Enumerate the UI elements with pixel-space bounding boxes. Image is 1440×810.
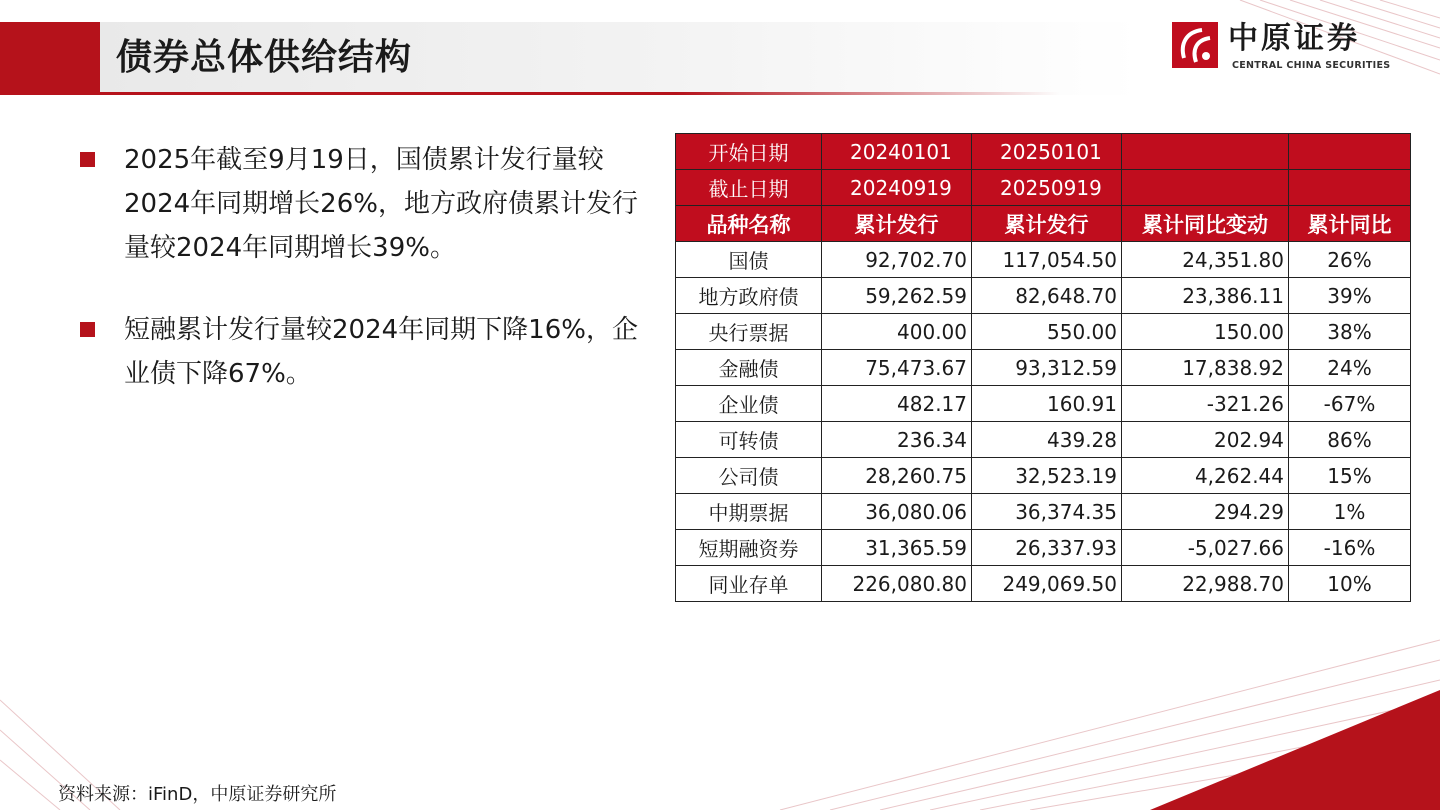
table-row: [676, 242, 1411, 278]
yoy-change: 17,838.92: [1122, 350, 1289, 386]
cumulative-issuance-2024: 226,080.80: [822, 566, 972, 602]
bond-type: 公司债: [676, 458, 822, 494]
cumulative-issuance-2024: 482.17: [822, 386, 972, 422]
table-row: [676, 458, 1411, 494]
bond-type: 同业存单: [676, 566, 822, 602]
yoy-percent: 10%: [1289, 566, 1411, 602]
bond-type: 金融债: [676, 350, 822, 386]
cumulative-issuance-2025: 249,069.50: [972, 566, 1122, 602]
yoy-change: 24,351.80: [1122, 242, 1289, 278]
logo-english-name: CENTRAL CHINA SECURITIES: [1232, 60, 1391, 71]
yoy-change: 4,262.44: [1122, 458, 1289, 494]
start-date-2025: 20250101: [972, 134, 1122, 170]
column-header: 品种名称: [676, 206, 822, 242]
yoy-change: 22,988.70: [1122, 566, 1289, 602]
logo-chinese-name: 中原证券: [1228, 21, 1360, 56]
cumulative-issuance-2025: 550.00: [972, 314, 1122, 350]
cumulative-issuance-2024: 36,080.06: [822, 494, 972, 530]
cumulative-issuance-2024: 400.00: [822, 314, 972, 350]
yoy-percent: 86%: [1289, 422, 1411, 458]
bond-type: 国债: [676, 242, 822, 278]
yoy-percent: 39%: [1289, 278, 1411, 314]
cumulative-issuance-2024: 75,473.67: [822, 350, 972, 386]
bond-type: 可转债: [676, 422, 822, 458]
title-accent-block: [0, 22, 100, 95]
table-row: [676, 350, 1411, 386]
column-header: 累计发行: [822, 206, 972, 242]
page-title: 债券总体供给结构: [116, 37, 413, 78]
bullet-text: 2025年截至9月19日，国债累计发行量较2024年同期增长26%，地方政府债累计发行量较2024年同期增长39%。: [124, 145, 638, 263]
bond-type: 中期票据: [676, 494, 822, 530]
yoy-percent: 15%: [1289, 458, 1411, 494]
bullet-item: [78, 308, 658, 396]
start-date-2024: 20240101: [822, 134, 972, 170]
yoy-change: -5,027.66: [1122, 530, 1289, 566]
cumulative-issuance-2025: 439.28: [972, 422, 1122, 458]
bullet-text: 短融累计发行量较2024年同期下降16%，企业债下降67%。: [124, 315, 638, 389]
table-row: [676, 494, 1411, 530]
table-row: [676, 278, 1411, 314]
cumulative-issuance-2024: 31,365.59: [822, 530, 972, 566]
cumulative-issuance-2025: 160.91: [972, 386, 1122, 422]
table-row: [676, 386, 1411, 422]
cumulative-issuance-2025: 93,312.59: [972, 350, 1122, 386]
bond-type: 地方政府债: [676, 278, 822, 314]
start-date-row: [676, 134, 1411, 170]
empty-cell: [1289, 170, 1411, 206]
square-bullet-icon: [80, 322, 95, 337]
company-logo: [1172, 22, 1412, 72]
bond-type: 短期融资券: [676, 530, 822, 566]
yoy-change: 202.94: [1122, 422, 1289, 458]
logo-mark-icon: [1172, 22, 1218, 68]
source-note: 资料来源：iFinD，中原证券研究所: [58, 784, 337, 805]
column-header: 累计同比: [1289, 206, 1411, 242]
title-underline: [100, 92, 1060, 95]
cumulative-issuance-2025: 32,523.19: [972, 458, 1122, 494]
cumulative-issuance-2025: 36,374.35: [972, 494, 1122, 530]
end-date-row: [676, 170, 1411, 206]
cumulative-issuance-2025: 26,337.93: [972, 530, 1122, 566]
yoy-percent: 38%: [1289, 314, 1411, 350]
table-row: [676, 422, 1411, 458]
column-header: 累计发行: [972, 206, 1122, 242]
cumulative-issuance-2024: 59,262.59: [822, 278, 972, 314]
empty-cell: [1122, 134, 1289, 170]
bullet-item: [78, 138, 658, 270]
table-row: [676, 566, 1411, 602]
cumulative-issuance-2024: 28,260.75: [822, 458, 972, 494]
bond-type: 央行票据: [676, 314, 822, 350]
yoy-change: 150.00: [1122, 314, 1289, 350]
empty-cell: [1289, 134, 1411, 170]
square-bullet-icon: [80, 152, 95, 167]
table-row: [676, 314, 1411, 350]
column-header: 累计同比变动: [1122, 206, 1289, 242]
bond-type: 企业债: [676, 386, 822, 422]
cumulative-issuance-2025: 117,054.50: [972, 242, 1122, 278]
yoy-percent: 24%: [1289, 350, 1411, 386]
empty-cell: [1122, 170, 1289, 206]
cumulative-issuance-2024: 236.34: [822, 422, 972, 458]
cumulative-issuance-2024: 92,702.70: [822, 242, 972, 278]
end-date-2024: 20240919: [822, 170, 972, 206]
yoy-percent: -67%: [1289, 386, 1411, 422]
yoy-percent: 26%: [1289, 242, 1411, 278]
table-row: [676, 530, 1411, 566]
yoy-change: 294.29: [1122, 494, 1289, 530]
column-header-row: [676, 206, 1411, 242]
end-date-label: 截止日期: [676, 170, 822, 206]
yoy-percent: 1%: [1289, 494, 1411, 530]
yoy-change: 23,386.11: [1122, 278, 1289, 314]
yoy-change: -321.26: [1122, 386, 1289, 422]
start-date-label: 开始日期: [676, 134, 822, 170]
bullet-list: [78, 138, 658, 414]
bond-supply-table: [675, 133, 1411, 602]
corner-red-shape: [1150, 690, 1440, 810]
cumulative-issuance-2025: 82,648.70: [972, 278, 1122, 314]
end-date-2025: 20250919: [972, 170, 1122, 206]
yoy-percent: -16%: [1289, 530, 1411, 566]
